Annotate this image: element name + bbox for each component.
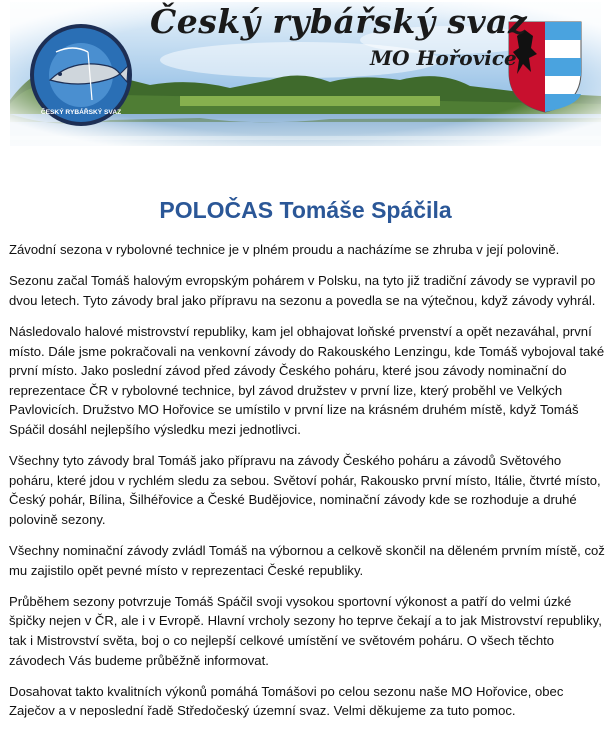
fishing-union-emblem — [28, 22, 134, 128]
header-banner — [0, 0, 611, 150]
paragraph: Sezonu začal Tomáš halovým evropským pohárem v Polsku, na tyto již tradiční závody se vypravil po dvou letech. Tyto závody bral jako přípravu na sezonu a povedla se na výtečnou, když závody vyhrál. — [9, 273, 596, 308]
paragraph: Průběhem sezony potvrzuje Tomáš Spáčil svoji vysokou sportovní výkonost a patří do velmi úzké špičky nejen v ČR, ale i v Evropě. Hlavní vrcholy sezony ho teprve čekají a to jak Mistrovství republiky, tak i Mistrovství světa, boj o co nejlepší celkové umístění ve světovém poháru. O všech těchto závodech Vás budeme průběžně informovat. — [9, 593, 602, 668]
banner-subtitle: MO Hořovice — [370, 46, 517, 70]
article-title: POLOČAS Tomáše Spáčila — [159, 197, 452, 223]
banner-title: Český rybářský svaz — [150, 2, 528, 41]
paragraph: Závodní sezona v rybolovné technice je v plném proudu a nacházíme se zhruba v její polovině. — [9, 242, 560, 257]
paragraph: Dosahovat takto kvalitních výkonů pomáhá Tomášovi po celou sezonu naše MO Hořovice, obec Zaječov a v neposlední řadě Středočeský územní svaz. Velmi děkujeme za tuto pomoc. — [9, 683, 564, 719]
emblem-text: ČESKÝ RYBÁŘSKÝ SVAZ — [40, 109, 122, 116]
paragraph: Všechny tyto závody bral Tomáš jako přípravu na závody Českého poháru a závodů Světového poháru, které jdou v rychlém sledu za sebou. Světoví pohár, Rakousko první místo, Itálie, čtvrté místo, Český pohár, Bílina, Šilhéřovice a České Budějovice, nominační závody kde se rozhoduje a druhé polovině sezony. — [9, 453, 601, 527]
paragraph: Všechny nominační závody zvládl Tomáš na výbornou a celkově skončil na děleném prvním místě, což mu zajistilo opět pevné místo v reprezentaci České republiky. — [9, 543, 605, 578]
article-body — [9, 240, 605, 733]
paragraph: Následovalo halové mistrovství republiky, kam jel obhajovat loňské prvenství a opět nezaváhal, první místo. Dále jsme pokračovali na venkovní závody do Rakouského Lenzingu, kde Tomáš vybojoval také první místo. Jako poslední závod před závody Českého poháru, které jsou závody nominační do reprezentace ČR v rybolovné technice, byl závod družstev v první lize, který proběhl ve Velkých Pavlovicích. Družstvo MO Hořovice se umístilo v první lize na krásném druhém místě, když Tomáš Spáčil dosáhl nejlepšího výsledku mezi jednotlivci. — [9, 323, 605, 437]
